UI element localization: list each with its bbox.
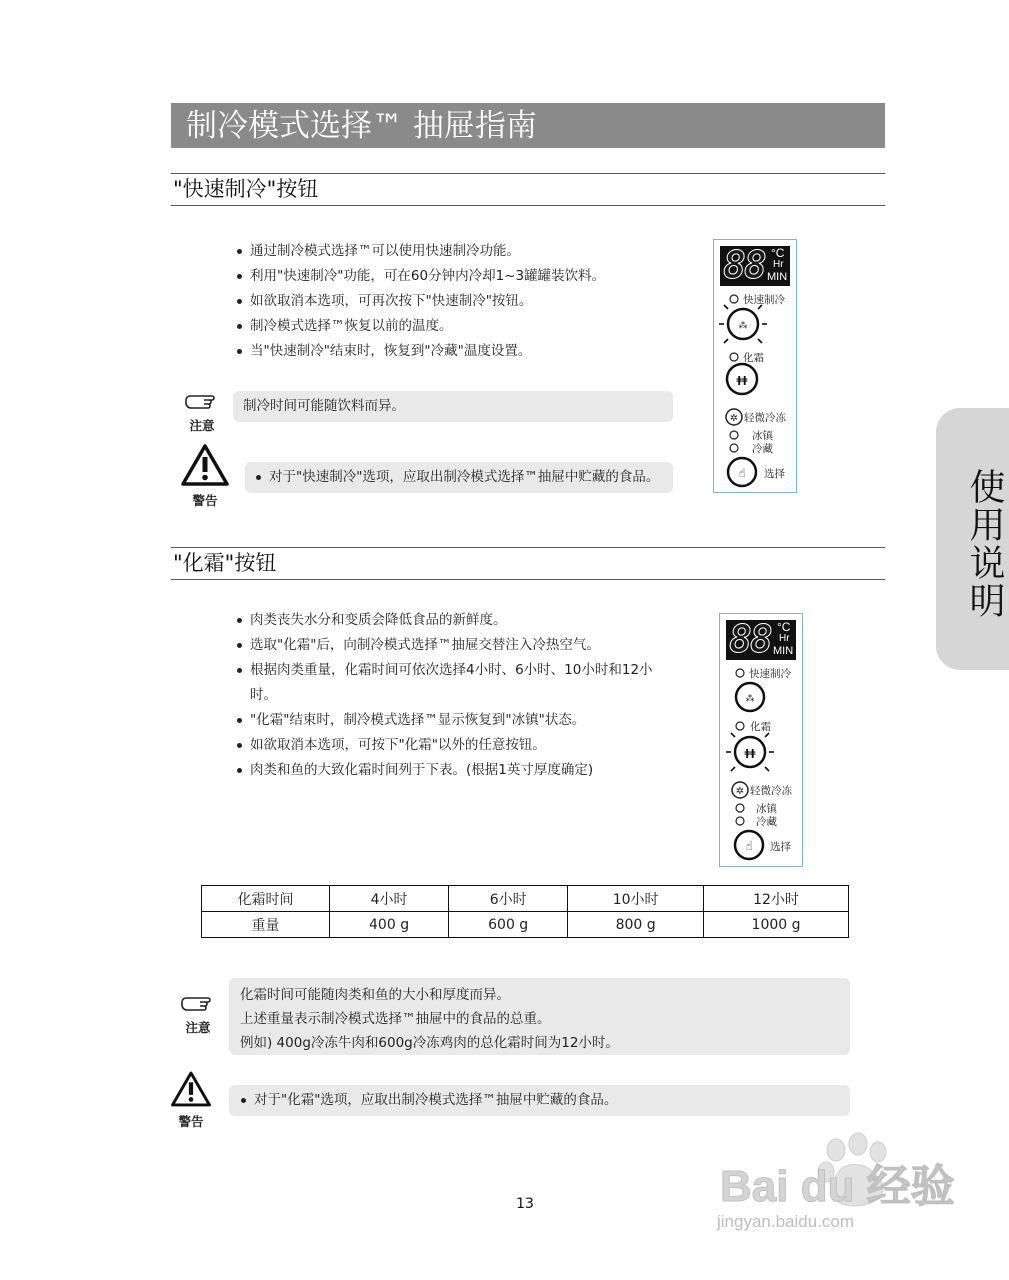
table-row xyxy=(202,886,849,912)
table-cell: 化霜时间 xyxy=(202,886,330,912)
table-cell: 10小时 xyxy=(568,886,704,912)
warning-text: 对于"化霜"选项，应取出制冷模式选择™抽屉中贮藏的食品。 xyxy=(240,1088,839,1112)
list-item: 通过制冷模式选择™可以使用快速制冷功能。 xyxy=(236,239,605,264)
list-item: 利用"快速制冷"功能，可在60分钟内冷却1~3罐罐装饮料。 xyxy=(236,264,605,289)
note-box-1 xyxy=(233,391,673,422)
quick-cool-label: 快速制冷 xyxy=(749,668,791,680)
soft-freeze-label: 轻微冷冻 xyxy=(744,412,786,424)
hour-unit: Hr xyxy=(779,633,790,644)
list-item: 制冷模式选择™恢复以前的温度。 xyxy=(236,314,605,339)
warning-block-2 xyxy=(170,1070,212,1130)
indicator-led-icon xyxy=(736,804,744,812)
section-heading-thaw xyxy=(171,547,885,580)
list-item: 选取"化霜"后，向制冷模式选择™抽屉交替注入冷热空气。 xyxy=(236,633,656,658)
section-heading-thaw-text: "化霜"按钮 xyxy=(173,551,277,575)
side-tab-label: 使用说明 xyxy=(964,468,1005,620)
select-label: 选择 xyxy=(770,841,791,853)
thaw-bullet-list xyxy=(236,608,656,783)
soft-freeze-label: 轻微冷冻 xyxy=(750,785,792,797)
section-heading-quick-cool-text: "快速制冷"按钮 xyxy=(173,177,319,201)
note-text: 例如) 400g冷冻牛肉和600g冷冻鸡肉的总化霜时间为12小时。 xyxy=(240,1035,619,1051)
pointing-hand-icon xyxy=(178,994,218,1014)
note-box-2 xyxy=(229,978,850,1055)
warning-label: 警告 xyxy=(178,1114,204,1129)
note-block-2 xyxy=(178,994,218,1036)
table-cell: 400 g xyxy=(330,912,449,938)
table-row xyxy=(202,912,849,938)
svg-text:☝: ☝ xyxy=(745,839,753,853)
minute-unit: MIN xyxy=(767,271,788,283)
display-digits: 88 xyxy=(723,243,765,287)
table-cell: 800 g xyxy=(568,912,704,938)
note-text: 上述重量表示制冷模式选择™抽屉中的食品的总重。 xyxy=(240,1011,551,1027)
list-item: 如欲取消本选项，可再次按下"快速制冷"按钮。 xyxy=(236,289,605,314)
list-item: 肉类和鱼的大致化霜时间列于下表。(根据1英寸厚度确定) xyxy=(236,758,656,783)
svg-text:✲: ✲ xyxy=(735,786,745,797)
note-block-1 xyxy=(182,392,222,434)
note-label: 注意 xyxy=(189,418,215,433)
page-number: 13 xyxy=(516,1196,534,1212)
warning-block-1 xyxy=(180,443,230,509)
table-cell: 600 g xyxy=(449,912,568,938)
svg-text:⁂: ⁂ xyxy=(738,321,748,331)
indicator-led-icon xyxy=(736,669,744,677)
watermark-url: jingyan.baidu.com xyxy=(717,1212,855,1231)
page-title: 制冷模式选择™ 抽屉指南 xyxy=(186,108,537,144)
list-item: 当"快速制冷"结束时，恢复到"冷藏"温度设置。 xyxy=(236,339,605,364)
list-item: 如欲取消本选项，可按下"化霜"以外的任意按钮。 xyxy=(236,733,656,758)
table-cell: 12小时 xyxy=(704,886,849,912)
warning-triangle-icon xyxy=(180,443,230,487)
table-cell: 1000 g xyxy=(704,912,849,938)
indicator-led-icon xyxy=(730,353,738,361)
note-text: 化霜时间可能随肉类和鱼的大小和厚度而异。 xyxy=(240,987,510,1003)
indicator-led-icon xyxy=(736,817,744,825)
warning-text: 对于"快速制冷"选项，应取出制冷模式选择™抽屉中贮藏的食品。 xyxy=(255,465,663,489)
cool-label: 冷藏 xyxy=(752,443,773,455)
chill-label: 冰镇 xyxy=(752,430,773,442)
section-heading-quick-cool xyxy=(171,173,885,206)
indicator-led-icon xyxy=(730,295,738,303)
svg-text:✲: ✲ xyxy=(729,413,739,424)
warning-label: 警告 xyxy=(192,493,218,508)
minute-unit: MIN xyxy=(773,645,794,657)
celsius-unit: °C xyxy=(771,246,785,260)
thaw-label: 化霜 xyxy=(750,721,771,733)
list-item: 根据肉类重量，化霜时间可依次选择4小时、6小时、10小时和12小时。 xyxy=(236,658,656,708)
list-item: "化霜"结束时，制冷模式选择™显示恢复到"冰镇"状态。 xyxy=(236,708,656,733)
panel-buttons-graphic xyxy=(720,614,804,868)
svg-text:☝: ☝ xyxy=(738,466,746,480)
celsius-unit: °C xyxy=(777,620,791,634)
svg-text:ǂǂ: ǂǂ xyxy=(736,375,748,386)
hour-unit: Hr xyxy=(773,259,784,270)
svg-text:⁂: ⁂ xyxy=(745,694,755,704)
warning-triangle-icon xyxy=(170,1070,212,1108)
control-panel-thaw xyxy=(719,613,803,867)
quick-cool-bullet-list xyxy=(236,239,605,364)
indicator-led-icon xyxy=(736,722,744,730)
thaw-time-table xyxy=(201,885,849,938)
side-tab xyxy=(936,408,1009,670)
display-digits: 88 xyxy=(729,617,771,661)
select-label: 选择 xyxy=(764,468,785,480)
control-panel-quick-cool xyxy=(713,239,797,493)
table-cell: 4小时 xyxy=(330,886,449,912)
note-label: 注意 xyxy=(185,1020,211,1035)
indicator-led-icon xyxy=(730,431,738,439)
list-item: 肉类丧失水分和变质会降低食品的新鲜度。 xyxy=(236,608,656,633)
svg-text:ǂǂ: ǂǂ xyxy=(744,748,756,759)
panel-buttons-graphic xyxy=(714,240,798,494)
watermark-logo-text: Bai du 经验 xyxy=(720,1162,955,1211)
pointing-hand-icon xyxy=(182,392,222,412)
warning-box-2 xyxy=(229,1085,850,1116)
warning-box-1 xyxy=(245,462,673,493)
thaw-label: 化霜 xyxy=(743,352,764,364)
table-cell: 6小时 xyxy=(449,886,568,912)
quick-cool-label: 快速制冷 xyxy=(743,294,785,306)
note-text: 制冷时间可能随饮料而异。 xyxy=(243,398,405,414)
indicator-led-icon xyxy=(730,444,738,452)
page-title-bar xyxy=(171,103,885,148)
chill-label: 冰镇 xyxy=(756,803,777,815)
table-cell: 重量 xyxy=(202,912,330,938)
cool-label: 冷藏 xyxy=(756,816,777,828)
